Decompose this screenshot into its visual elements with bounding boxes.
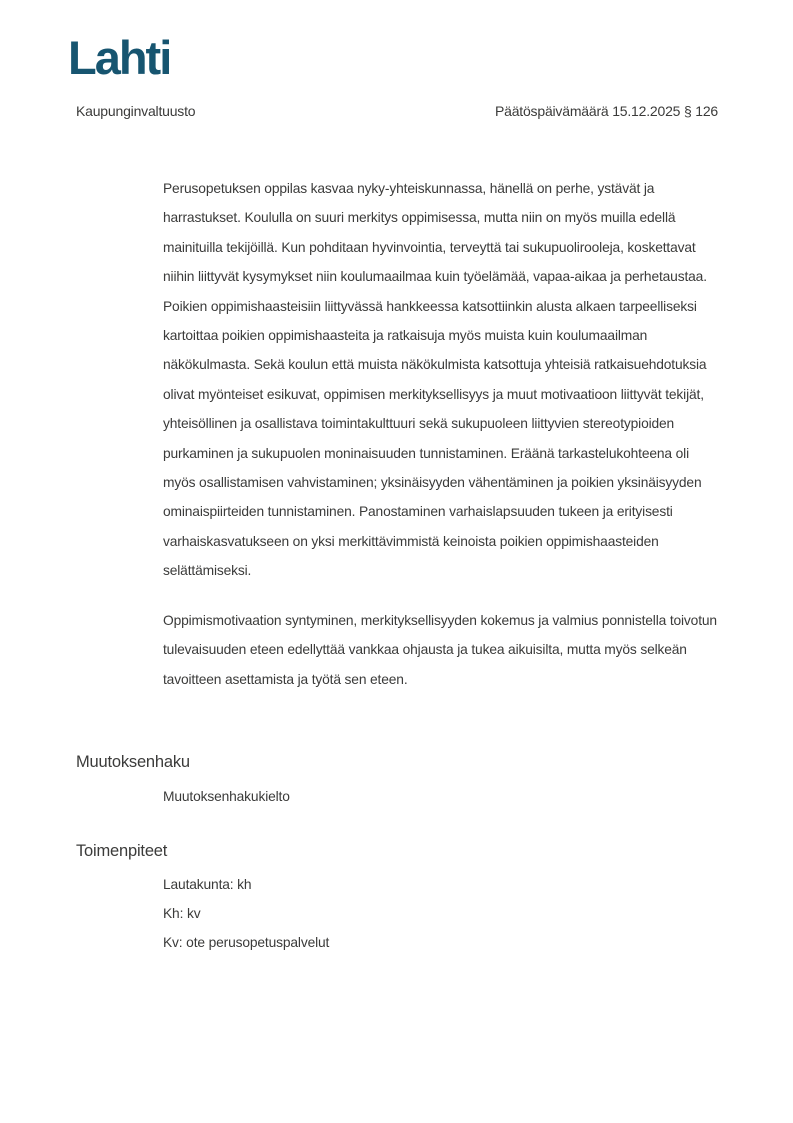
section-item: Muutoksenhakukielto: [163, 789, 290, 804]
body-paragraph: Oppimismotivaation syntyminen, merkityksellisyyden kokemus ja valmius ponnistella toivotun tulevaisuuden eteen edellyttää vankkaa ohjausta ja tukea aikuisilta, mutta myös selkeän tavoitteen asettamista ja työtä sen eteen.: [163, 612, 717, 687]
section-heading-toimenpiteet: Toimenpiteet: [76, 842, 168, 860]
organ-name: Kaupunginvaltuusto: [76, 103, 196, 119]
section-item: Lautakunta: kh: [163, 877, 252, 892]
document-header: [76, 103, 718, 119]
section-heading-muutoksenhaku: Muutoksenhaku: [76, 753, 190, 771]
decision-date-and-section: Päätöspäivämäärä 15.12.2025 § 126: [494, 103, 718, 119]
section-item: Kv: ote perusopetuspalvelut: [163, 935, 330, 950]
body-text-block: [163, 174, 719, 714]
lahti-city-logo: Lahti: [68, 31, 171, 84]
body-paragraph: Perusopetuksen oppilas kasvaa nyky-yhteiskunnassa, hänellä on perhe, ystävät ja harrastukset. Koululla on suuri merkitys oppimisessa, mutta niin on myös muilla edellä mainituilla tekijöillä. Kun pohditaan hyvinvointia, terveyttä tai sukupuolirooleja, koskettavat niihin liittyvät kysymykset niin koulumaailmaa kuin työelämää, vapaa-aikaa ja perhetaustaa. Poikien oppimishaasteisiin liittyvässä hankkeessa katsottiinkin alusta alkaen tarpeelliseksi kartoittaa poikien oppimishaasteita ja ratkaisuja myös muista kuin koulumaailman näkökulmasta. Sekä koulun että muista näkökulmista katsottuja yhteisiä ratkaisuehdotuksia olivat myönteiset esikuvat, oppimisen merkityksellisyys ja muut motivaatioon liittyvät tekijät, yhteisöllinen ja osallistava toimintakulttuuri sekä sukupuoleen liittyvien stereotypioiden purkaminen ja sukupuolen moninaisuuden tunnistaminen. Eräänä tarkastelukohteena oli myös osallistamisen vahvistaminen; yksinäisyyden vähentäminen ja poikien yksinäisyyden ominaispiirteiden tunnistaminen. Panostaminen varhaislapsuuden tukeen ja erityisesti varhaiskasvatukseen on yksi merkittävimmistä keinoista poikien oppimishaasteiden selättämiseksi.: [163, 181, 707, 579]
section-item: Kh: kv: [163, 906, 201, 921]
